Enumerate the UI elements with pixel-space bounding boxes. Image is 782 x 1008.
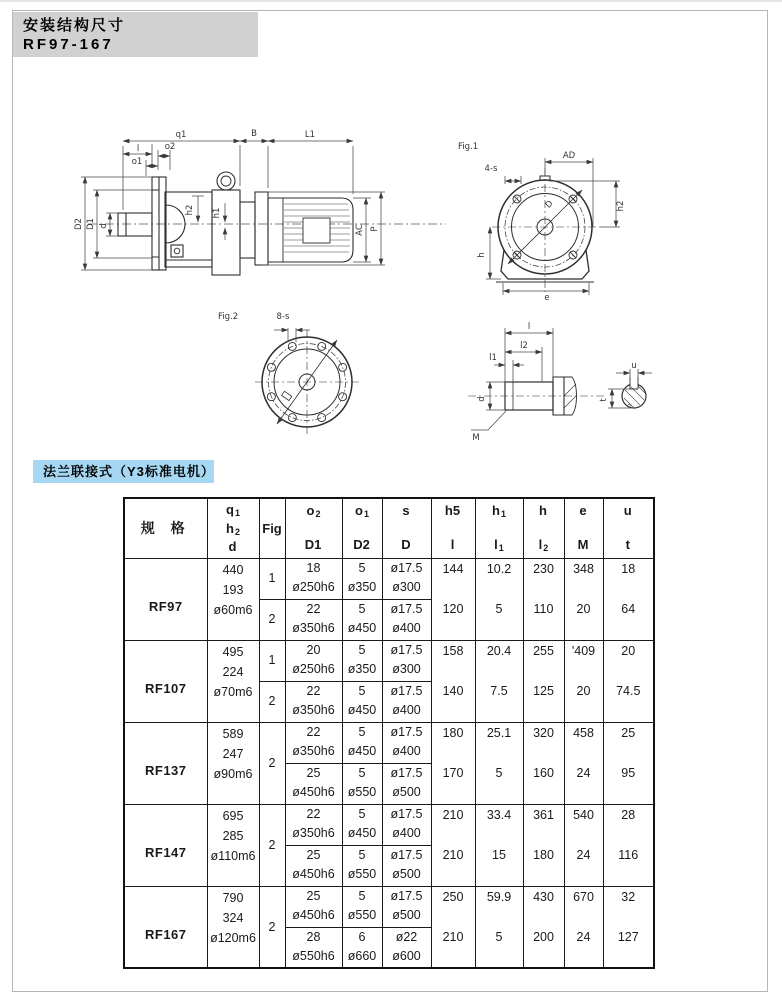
qhd-cell: 790 324 ø120m6: [207, 886, 259, 968]
o2-cell: 22 ø350h6: [285, 804, 342, 845]
e-cell: 348 20: [564, 558, 603, 640]
s-cell: ø17.5 ø400: [382, 722, 431, 763]
h1-cell: 59.9 5: [475, 886, 523, 968]
o1-cell: 5 ø350: [342, 558, 382, 599]
header-s-d: s D: [382, 498, 431, 558]
h5-cell: 144 120: [431, 558, 475, 640]
page-title: 安装结构尺寸: [23, 17, 126, 34]
fig1-label-ad: AD: [562, 151, 576, 161]
e-cell: 540 24: [564, 804, 603, 886]
fig-cell: 2: [259, 886, 285, 968]
qhd-cell: 495 224 ø70m6: [207, 640, 259, 722]
h5-cell: 180 170: [431, 722, 475, 804]
header-spec: 规 格: [124, 498, 207, 558]
e-cell: '409 20: [564, 640, 603, 722]
fig1-label-h: h: [477, 252, 487, 258]
qhd-cell: 695 285 ø110m6: [207, 804, 259, 886]
main-view-dimensions: [81, 141, 385, 270]
s-cell: ø17.5 ø400: [382, 681, 431, 722]
h-cell: 430 200: [523, 886, 564, 968]
o2-cell: 25 ø450h6: [285, 763, 342, 804]
fig1-label-4s: 4-s: [484, 164, 498, 174]
fig1-label-d: D: [543, 198, 556, 211]
dim-label-d1: D1: [86, 218, 96, 230]
u-cell: 20 74.5: [603, 640, 654, 722]
shaft-labels: [472, 322, 636, 443]
technical-drawing: [0, 0, 782, 497]
o2-cell: 18 ø250h6: [285, 558, 342, 599]
h1-cell: 25.1 5: [475, 722, 523, 804]
o2-cell: 22 ø350h6: [285, 681, 342, 722]
o2-cell: 28 ø550h6: [285, 927, 342, 968]
u-cell: 28 116: [603, 804, 654, 886]
model-cell: RF147: [124, 804, 207, 886]
o1-cell: 5 ø550: [342, 845, 382, 886]
fig-cell: 1: [259, 558, 285, 599]
h-cell: 255 125: [523, 640, 564, 722]
dim-label-h1: h1: [212, 207, 222, 219]
fig-cell: 2: [259, 681, 285, 722]
o1-cell: 5 ø450: [342, 681, 382, 722]
fig1-label-h2: h2: [616, 200, 626, 212]
dim-label-ac: AC: [355, 224, 365, 236]
header-h5-l: h5 l: [431, 498, 475, 558]
model-cell: RF167: [124, 886, 207, 968]
h5-cell: 158 140: [431, 640, 475, 722]
o1-cell: 5 ø550: [342, 886, 382, 927]
header-h1-l1: h1 l1: [475, 498, 523, 558]
fig1-title: Fig.1: [458, 142, 479, 152]
o1-cell: 5 ø550: [342, 763, 382, 804]
header-e-m: e M: [564, 498, 603, 558]
table-row-rf147-a: [124, 804, 654, 845]
table-row-rf137-a: [124, 722, 654, 763]
s-cell: ø17.5 ø300: [382, 640, 431, 681]
h-cell: 320 160: [523, 722, 564, 804]
h-cell: 230 110: [523, 558, 564, 640]
qhd-cell: 589 247 ø90m6: [207, 722, 259, 804]
o1-cell: 5 ø450: [342, 804, 382, 845]
h5-cell: 250 210: [431, 886, 475, 968]
shaft-label-t: t: [599, 398, 609, 402]
e-cell: 458 24: [564, 722, 603, 804]
fig-cell: 2: [259, 804, 285, 886]
o2-cell: 22 ø350h6: [285, 599, 342, 640]
fig2-title: Fig.2: [218, 312, 239, 322]
s-cell: ø17.5 ø500: [382, 886, 431, 927]
header-q1-h2-d: q1 h2 d: [207, 498, 259, 558]
header-fig: Fig: [259, 498, 285, 558]
fig2-view: [255, 330, 360, 436]
fig-cell: 1: [259, 640, 285, 681]
dim-label-o1: o1: [131, 157, 143, 167]
s-cell: ø17.5 ø400: [382, 599, 431, 640]
o2-cell: 25 ø450h6: [285, 845, 342, 886]
qhd-cell: 440 193 ø60m6: [207, 558, 259, 640]
fig-cell: 2: [259, 599, 285, 640]
shaft-label-l2: l2: [520, 341, 528, 351]
header-u-t: u t: [603, 498, 654, 558]
dim-label-d2: D2: [74, 218, 84, 230]
dim-label-l: l: [136, 144, 140, 154]
shaft-label-d: d: [477, 396, 487, 402]
s-cell: ø17.5 ø500: [382, 763, 431, 804]
s-cell: ø17.5 ø500: [382, 845, 431, 886]
fig2-labels: [218, 312, 290, 322]
u-cell: 32 127: [603, 886, 654, 968]
h1-cell: 33.4 15: [475, 804, 523, 886]
o2-cell: 22 ø350h6: [285, 722, 342, 763]
dim-label-d-shaft: d: [99, 223, 109, 229]
main-side-view: [88, 172, 446, 275]
shaft-label-l1: l1: [489, 353, 497, 363]
e-cell: 670 24: [564, 886, 603, 968]
main-view-labels: [74, 129, 380, 236]
fig2-label-8s: 8-s: [276, 312, 290, 322]
model-range-title: RF97-167: [23, 36, 114, 53]
shaft-label-l: l: [527, 322, 531, 332]
fig-cell: 2: [259, 722, 285, 804]
page-title-bar: [13, 12, 258, 57]
header-o1-d2: o1 D2: [342, 498, 382, 558]
dim-label-b: B: [251, 129, 257, 139]
table-row-rf167-a: [124, 886, 654, 927]
dim-label-q1: q1: [175, 130, 187, 140]
shaft-detail-view: [468, 377, 646, 415]
h1-cell: 20.4 7.5: [475, 640, 523, 722]
header-h-l2: h l2: [523, 498, 564, 558]
o2-cell: 25 ø450h6: [285, 886, 342, 927]
dim-label-o2: o2: [164, 142, 176, 152]
shaft-label-u: u: [631, 361, 637, 371]
header-o2-d1: o2 D1: [285, 498, 342, 558]
o2-cell: 20 ø250h6: [285, 640, 342, 681]
table-row-rf97-a: [124, 558, 654, 599]
fig1-view: [492, 168, 600, 292]
o1-cell: 5 ø450: [342, 722, 382, 763]
model-cell: RF137: [124, 722, 207, 804]
fig1-label-e: e: [544, 293, 550, 303]
o1-cell: 5 ø450: [342, 599, 382, 640]
o1-cell: 6 ø660: [342, 927, 382, 968]
s-cell: ø17.5 ø400: [382, 804, 431, 845]
h-cell: 361 180: [523, 804, 564, 886]
table-header-row: [124, 498, 654, 558]
u-cell: 25 95: [603, 722, 654, 804]
model-cell: RF107: [124, 640, 207, 722]
table-row-rf107-a: [124, 640, 654, 681]
dimensions-table: [123, 497, 655, 969]
dim-label-p: P: [370, 226, 380, 232]
h5-cell: 210 210: [431, 804, 475, 886]
flange-type-banner: 法兰联接式（Y3标准电机）: [33, 460, 214, 483]
shaft-label-m: M: [472, 433, 480, 443]
u-cell: 18 64: [603, 558, 654, 640]
dim-label-h2: h2: [185, 204, 195, 216]
o1-cell: 5 ø350: [342, 640, 382, 681]
h1-cell: 10.2 5: [475, 558, 523, 640]
s-cell: ø22 ø600: [382, 927, 431, 968]
dim-label-l1cap: L1: [304, 130, 316, 140]
s-cell: ø17.5 ø300: [382, 558, 431, 599]
model-cell: RF97: [124, 558, 207, 640]
